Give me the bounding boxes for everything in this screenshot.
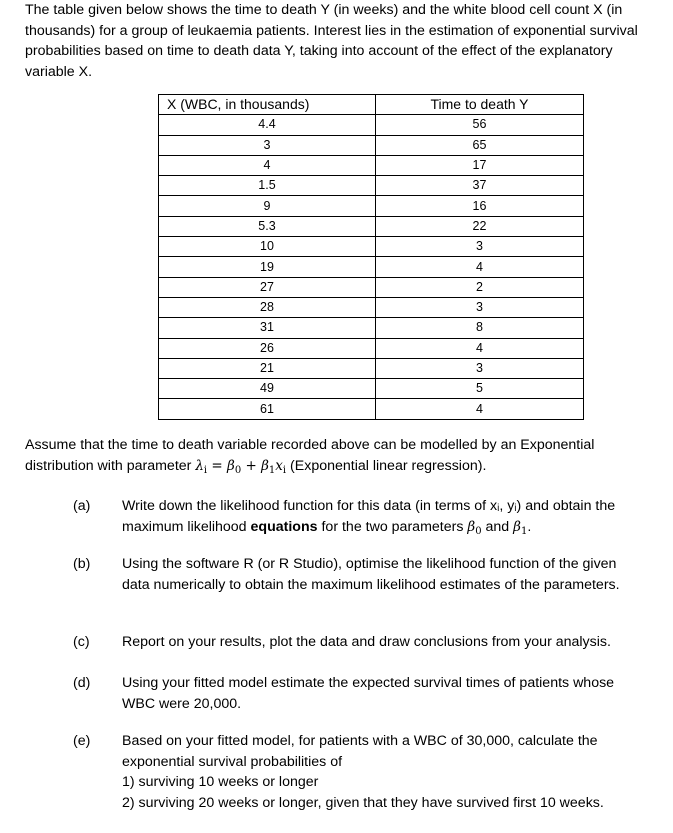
sub-i-2: i bbox=[282, 464, 287, 476]
sub-1: 1 bbox=[268, 464, 276, 476]
question-d-text: Using your fitted model estimate the expected survival times of patients whose WBC were 20,000. bbox=[122, 675, 615, 712]
y-value: 22 bbox=[376, 216, 584, 236]
x-value: 26 bbox=[159, 338, 376, 358]
question-e-item-1: 1) surviving 10 weeks or longer bbox=[122, 774, 319, 790]
y-value: 37 bbox=[376, 176, 584, 196]
qa-and: and bbox=[481, 518, 514, 535]
qa-beta1 bbox=[513, 519, 527, 535]
y-value: 3 bbox=[376, 358, 584, 378]
assumption-paragraph bbox=[25, 435, 655, 481]
header-y: Time to death Y bbox=[376, 95, 584, 115]
equals-symbol: = bbox=[207, 457, 227, 474]
x-value: 61 bbox=[159, 399, 376, 419]
data-table bbox=[158, 94, 584, 420]
y-value: 4 bbox=[376, 338, 584, 358]
table-row bbox=[159, 379, 584, 399]
x-value: 21 bbox=[159, 358, 376, 378]
table-header-row bbox=[159, 95, 584, 115]
lambda-symbol: λ bbox=[195, 457, 204, 474]
qa-beta1-sub: 1 bbox=[520, 525, 528, 537]
plus-symbol: + bbox=[241, 457, 262, 474]
table-row bbox=[159, 318, 584, 338]
table-row bbox=[159, 399, 584, 419]
qa-beta0 bbox=[467, 519, 481, 535]
table-body bbox=[159, 115, 584, 419]
table-row bbox=[159, 297, 584, 317]
qa-part1: Write down the likelihood function for this data (in terms of xᵢ, yᵢ) and obtain the maximum likelihood bbox=[122, 498, 616, 535]
y-value: 5 bbox=[376, 379, 584, 399]
x-value: 49 bbox=[159, 379, 376, 399]
qa-beta0-sub: 0 bbox=[475, 525, 482, 537]
sub-0: 0 bbox=[234, 464, 242, 476]
question-e-label: (e) bbox=[73, 733, 91, 749]
x-value: 9 bbox=[159, 196, 376, 216]
question-b-text: Using the software R (or R Studio), optimise the likelihood function of the given data numerically to obtain the maximum likelihood estimates of the parameters. bbox=[122, 556, 620, 593]
y-value: 65 bbox=[376, 135, 584, 155]
table-row bbox=[159, 115, 584, 135]
table-row bbox=[159, 216, 584, 236]
question-e-item-2: 2) surviving 20 weeks or longer, given that they have survived first 10 weeks. bbox=[122, 794, 604, 811]
x-value: 31 bbox=[159, 318, 376, 338]
y-value: 3 bbox=[376, 237, 584, 257]
qa-part2: for the two parameters bbox=[317, 518, 468, 535]
qa-bold: equations bbox=[250, 518, 318, 535]
y-value: 8 bbox=[376, 318, 584, 338]
table-row bbox=[159, 257, 584, 277]
x-value: 4.4 bbox=[159, 115, 376, 135]
question-a-text: Write down the likelihood function for this data (in terms of xᵢ, yᵢ) and obtain the maximum likelihood equations for the two parameters $\beta_0$ and $\beta_1$. bbox=[122, 498, 616, 537]
table-row bbox=[159, 135, 584, 155]
table-row bbox=[159, 196, 584, 216]
question-e-text: Based on your fitted model, for patients with a WBC of 30,000, calculate the exponential survival probabilities of bbox=[122, 733, 598, 770]
y-value: 2 bbox=[376, 277, 584, 297]
x-symbol: x bbox=[275, 457, 283, 474]
assumption-tail: (Exponential linear regression). bbox=[286, 457, 487, 474]
table-row bbox=[159, 338, 584, 358]
x-value: 27 bbox=[159, 277, 376, 297]
table-row bbox=[159, 176, 584, 196]
header-x: X (WBC, in thousands) bbox=[159, 95, 376, 115]
assumption-text: Assume that the time to death variable recorded above can be modelled by an Exponential distribution with parameter bbox=[25, 437, 595, 474]
x-value: 4 bbox=[159, 155, 376, 175]
y-value: 4 bbox=[376, 399, 584, 419]
beta-symbol-2: β bbox=[261, 457, 269, 474]
y-value: 3 bbox=[376, 297, 584, 317]
y-value: 16 bbox=[376, 196, 584, 216]
qa-beta1-sym: β bbox=[513, 518, 521, 535]
table-row bbox=[159, 277, 584, 297]
x-value: 1.5 bbox=[159, 176, 376, 196]
y-value: 4 bbox=[376, 257, 584, 277]
y-value: 17 bbox=[376, 155, 584, 175]
x-value: 10 bbox=[159, 237, 376, 257]
x-value: 28 bbox=[159, 297, 376, 317]
x-value: 5.3 bbox=[159, 216, 376, 236]
table-row bbox=[159, 358, 584, 378]
beta-symbol: β bbox=[227, 457, 235, 474]
question-a-label: (a) bbox=[73, 498, 91, 514]
x-value: 19 bbox=[159, 257, 376, 277]
question-c-text: Report on your results, plot the data and draw conclusions from your analysis. bbox=[122, 634, 611, 650]
table-row bbox=[159, 237, 584, 257]
intro-paragraph: The table given below shows the time to death Y (in weeks) and the white blood cell count X (in thousands) for a group of leukaemia patients. Interest lies in the estimation of exponential survival probabilities based on time to death data Y, taking into account of the effect of the explanatory variable X. bbox=[25, 2, 638, 80]
qa-beta0-sym: β bbox=[467, 518, 476, 535]
sub-i: i bbox=[203, 464, 208, 476]
question-d-label: (d) bbox=[73, 675, 91, 691]
model-formula bbox=[195, 458, 286, 474]
question-c-label: (c) bbox=[73, 634, 90, 650]
question-b-label: (b) bbox=[73, 556, 91, 572]
table-row bbox=[159, 155, 584, 175]
x-value: 3 bbox=[159, 135, 376, 155]
y-value: 56 bbox=[376, 115, 584, 135]
